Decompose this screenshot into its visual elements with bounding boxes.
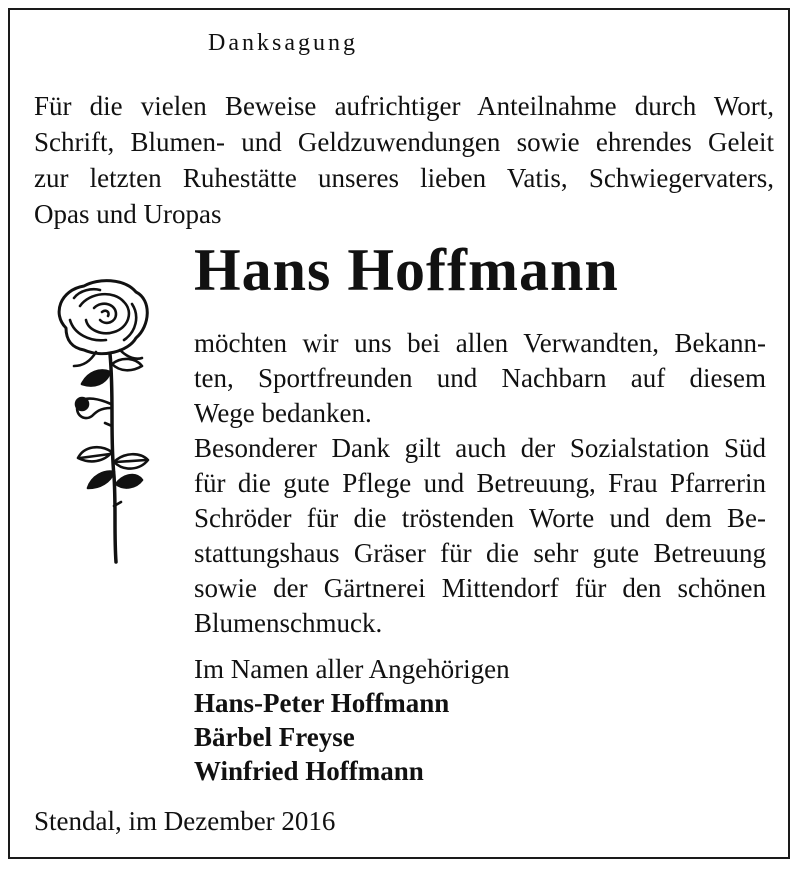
intro-line: Opas und Uropas — [34, 199, 222, 229]
deceased-name: Hans Hoffmann — [194, 237, 619, 303]
intro-line: Für die vielen Beweise aufrichtiger Anteilnahme durch Wort, — [34, 91, 774, 121]
body-line: Schröder für die tröstenden Worte und dem Be- — [194, 503, 766, 533]
signatory-name: Bärbel Freyse — [194, 722, 355, 752]
intro-line: Schrift, Blumen- und Geldzuwendungen sowie ehrendes Geleit — [34, 127, 774, 157]
body-line: ten, Sportfreunden und Nachbarn auf diesem — [194, 363, 766, 393]
rose-icon — [44, 276, 174, 566]
notice-heading: Danksagung — [208, 30, 358, 56]
signature-block — [194, 652, 644, 788]
body-line: Wege bedanken. — [194, 398, 372, 428]
body-line: Blumenschmuck. — [194, 608, 383, 638]
body-line: Besonderer Dank gilt auch der Sozialstation Süd — [194, 433, 766, 463]
body-line: für die gute Pflege und Betreuung, Frau Pfarrerin — [194, 468, 766, 498]
body-line: sowie der Gärtnerei Mittendorf für den schönen — [194, 573, 766, 603]
intro-text — [34, 88, 774, 232]
signatory-name: Hans-Peter Hoffmann — [194, 688, 450, 718]
body-line: möchten wir uns bei allen Verwandten, Bekann- — [194, 328, 766, 358]
signature-intro: Im Namen aller Angehörigen — [194, 654, 510, 684]
body-line: stattungshaus Gräser für die sehr gute Betreuung — [194, 538, 766, 568]
body-text — [194, 326, 766, 641]
place-date: Stendal, im Dezember 2016 — [34, 806, 336, 836]
intro-line: zur letzten Ruhestätte unseres lieben Vatis, Schwiegervaters, — [34, 163, 774, 193]
signatory-name: Winfried Hoffmann — [194, 756, 424, 786]
